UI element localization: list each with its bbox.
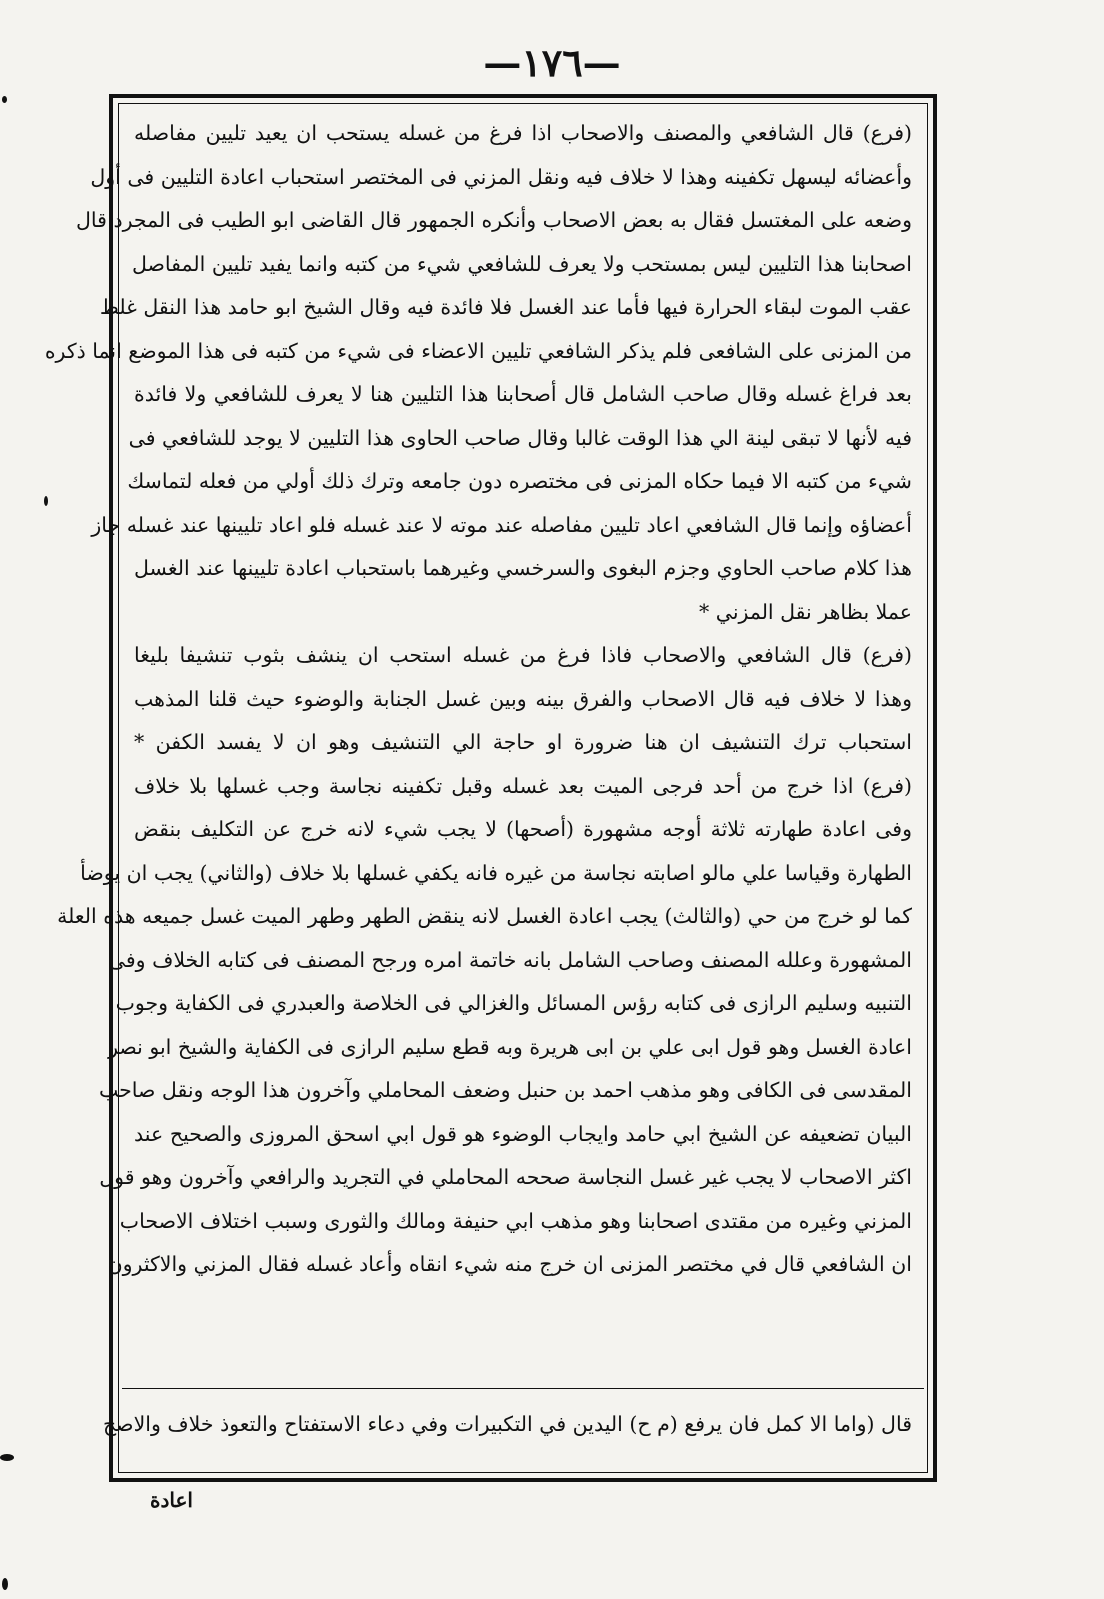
scan-mark [2,96,7,103]
footnote-divider [122,1388,924,1389]
text-line: (فرع) قال الشافعي والاصحاب فاذا فرغ من غسله استحب ان ينشف بثوب تنشيفا بليغا [134,643,912,667]
text-line: بعد فراغ غسله وقال صاحب الشامل قال أصحابنا هذا التليين هنا لا يعرف للشافعي ولا فائدة [134,382,912,406]
catchword: اعادة [150,1488,193,1512]
text-line: البيان تضعيفه عن الشيخ ابي حامد وايجاب الوضوء هو قول ابي اسحق المروزى والصحيح عند [134,1121,912,1146]
text-line: اكثر الاصحاب لا يجب غير غسل النجاسة صححه المحاملي في التجريد والرافعي وآخرون وهو قول [99,1165,912,1189]
text-line: وهذا لا خلاف فيه قال الاصحاب والفرق بينه وبين غسل الجنابة والوضوء حيث قلنا المذهب [134,686,912,711]
text-line: ان الشافعي قال في مختصر المزنى ان خرج منه شيء انقاه وأعاد غسله فقال المزني والاكثرون [107,1252,912,1276]
text-line: فيه لأنها لا تبقى لينة الي هذا الوقت غالبا وقال صاحب الحاوى هذا التليين لا يوجد للشافعي فى [128,425,912,450]
scan-mark [44,496,48,506]
text-line: شيء من كتبه الا فيما حكاه المزنى فى مختصره دون جامعه وترك ذلك أولي من فعله لتماسك [127,469,912,493]
text-line: من المزنى على الشافعى فلم يذكر الشافعي تليين الاعضاء فى شيء من كتبه فى هذا الموضع انما ذكره [44,338,912,363]
scan-mark [0,1454,14,1461]
text-line: عقب الموت لبقاء الحرارة فيها فأما عند الغسل فلا فائدة فيه وقال الشيخ ابو حامد هذا النقل غلط [99,295,912,319]
text-line: وفى اعادة طهارته ثلاثة أوجه مشهورة (أصحها) لا يجب شيء لانه خرج عن التكليف بنقض [134,817,912,841]
text-line: (فرع) اذا خرج من أحد فرجى الميت بعد غسله وقبل تكفينه نجاسة وجب غسلها بلا خلاف [134,773,912,798]
text-line: اصحابنا هذا التليين ليس بمستحب ولا يعرف للشافعي شيء من كتبه وانما يفيد تليين المفاصل [131,251,912,276]
text-line: وأعضائه ليسهل تكفينه وهذا لا خلاف فيه ونقل المزني فى المختصر استحباب اعادة التليين فى أول [90,164,912,189]
text-line: عملا بظاهر نقل المزني * [698,599,912,624]
text-line: المشهورة وعلله المصنف وصاحب الشامل بانه خاتمة امره ورجح المصنف فى كتابه الخلاف وفى [108,947,912,972]
text-line: وضعه على المغتسل فقال به بعض الاصحاب وأنكره الجمهور قال القاضى ابو الطيب فى المجرد قال [76,208,912,232]
text-line: المقدسى فى الكافى وهو مذهب احمد بن حنبل وضعف المحاملي وآخرون هذا الوجه ونقل صاحب [98,1078,912,1102]
footnote-line: قال (واما الا كمل فان يرفع (م ح) اليدين في التكبيرات وفي دعاء الاستفتاح والتعوذ خلاف والاصح [102,1412,912,1436]
text-line: اعادة الغسل وهو قول ابى علي بن ابى هريرة وبه قطع سليم الرازى فى الكفاية والشيخ ابو نصر [108,1034,912,1059]
text-line: هذا كلام صاحب الحاوي وجزم البغوى والسرخسي وغيرهما باستحباب اعادة تليينها عند الغسل [134,556,912,580]
text-line: استحباب ترك التنشيف ان هنا ضرورة او حاجة الي التنشيف وهو ان لا يفسد الكفن * [134,730,912,754]
text-line: (فرع) قال الشافعي والمصنف والاصحاب اذا فرغ من غسله يستحب ان يعيد تليين مفاصله [134,121,912,145]
text-line: المزني وغيره من مقتدى اصحابنا وهو مذهب ابي حنيفة ومالك والثورى وسبب اختلاف الاصحاب [119,1208,912,1233]
page-number: —١٧٦— [483,40,621,85]
text-line: كما لو خرج من حي (والثالث) يجب اعادة الغسل لانه ينقض الطهر وطهر الميت غسل جميعه هذه العلة [57,904,912,928]
text-line: أعضاؤه وإنما قال الشافعي اعاد تليين مفاصله عند موته لا عند غسله فلو اعاد تليينها عند غسله جاز [91,512,912,537]
main-text-block [44,112,912,1374]
scan-mark [2,1578,8,1590]
text-line: التنبيه وسليم الرازى فى كتابه رؤس المسائل والغزالي فى الخلاصة والعبدري فى الكفاية وجوب [115,991,912,1015]
text-line: الطهارة وقياسا علي مالو اصابته نجاسة من غيره فانه يكفي غسلها بلا خلاف (والثاني) يجب ان يوضأ [80,860,912,885]
